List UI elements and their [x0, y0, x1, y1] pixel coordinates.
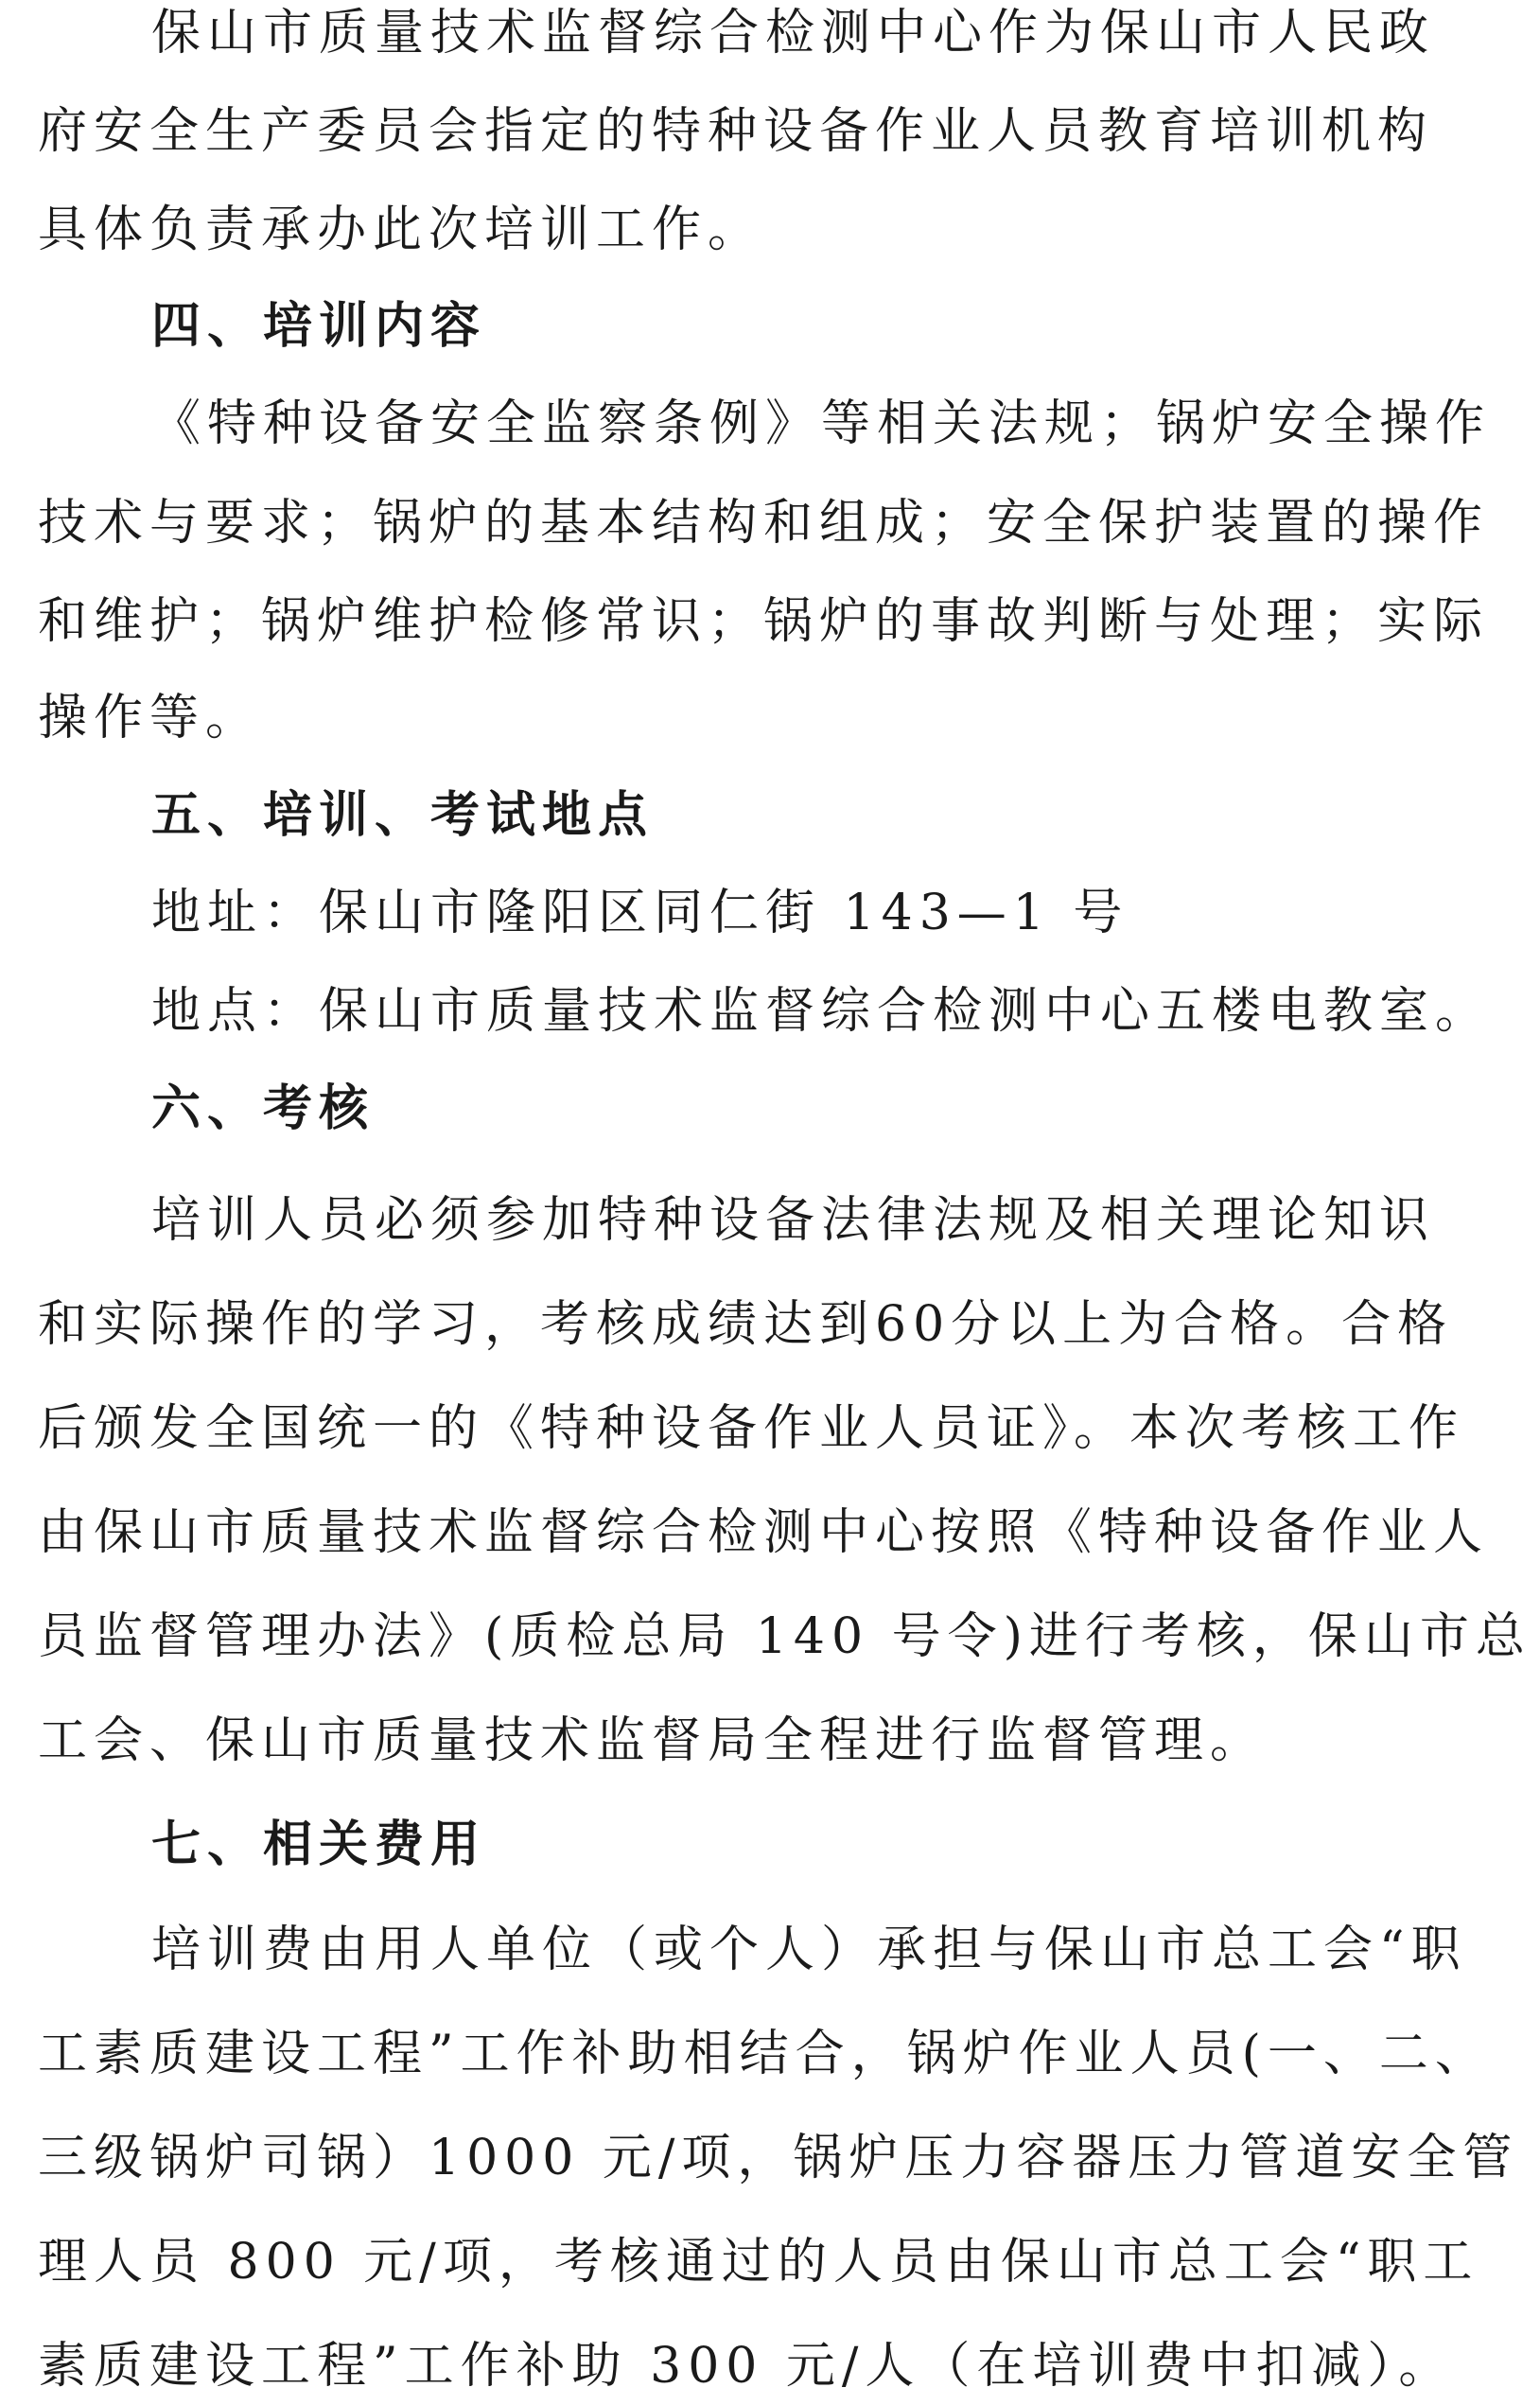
- intro-line-1: 保山市质量技术监督综合检测中心作为保山市人民政: [151, 5, 1436, 61]
- section-4-line-4: 操作等。: [38, 690, 262, 746]
- section-7-line-3: 三级锅炉司锅）1000 元/项，锅炉压力容器压力管道安全管: [38, 2130, 1519, 2186]
- section-6-line-1: 培训人员必须参加特种设备法律法规及相关理论知识: [151, 1192, 1436, 1249]
- section-5-heading: 五、培训、考试地点: [151, 787, 655, 844]
- section-6-line-5: 员监督管理办法》(质检总局 140 号令)进行考核，保山市总: [38, 1608, 1531, 1665]
- section-7-line-4: 理人员 800 元/项，考核通过的人员由保山市总工会“职工: [38, 2234, 1479, 2291]
- section-4-heading: 四、培训内容: [151, 298, 487, 355]
- section-6-line-6: 工会、保山市质量技术监督局全程进行监督管理。: [38, 1712, 1267, 1769]
- section-7-line-5: 素质建设工程”工作补助 300 元/人（在培训费中扣减）。: [38, 2338, 1455, 2395]
- section-6-heading: 六、考核: [151, 1080, 376, 1137]
- section-7-line-2: 工素质建设工程”工作补助相结合，锅炉作业人员(一、二、: [38, 2026, 1491, 2082]
- section-4-line-1: 《特种设备安全监察条例》等相关法规；锅炉安全操作: [151, 395, 1492, 452]
- intro-line-2: 府安全生产委员会指定的特种设备作业人员教育培训机构: [38, 103, 1434, 160]
- intro-line-3: 具体负责承办此次培训工作。: [38, 202, 764, 258]
- section-7-line-1: 培训费由用人单位（或个人）承担与保山市总工会“职: [151, 1922, 1467, 1978]
- section-7-heading: 七、相关费用: [151, 1817, 487, 1873]
- section-4-line-3: 和维护；锅炉维护检修常识；锅炉的事故判断与处理；实际: [38, 593, 1490, 650]
- section-4-line-2: 技术与要求；锅炉的基本结构和组成；安全保护装置的操作: [38, 495, 1490, 552]
- section-5-address: 地址：保山市隆阳区同仁街 143—1 号: [151, 885, 1129, 941]
- section-6-line-4: 由保山市质量技术监督综合检测中心按照《特种设备作业人: [38, 1504, 1490, 1561]
- section-6-line-2: 和实际操作的学习，考核成绩达到60分以上为合格。合格: [38, 1296, 1454, 1353]
- section-6-line-3: 后颁发全国统一的《特种设备作业人员证》。本次考核工作: [38, 1400, 1465, 1457]
- section-5-location: 地点：保山市质量技术监督综合检测中心五楼电教室。: [151, 983, 1492, 1040]
